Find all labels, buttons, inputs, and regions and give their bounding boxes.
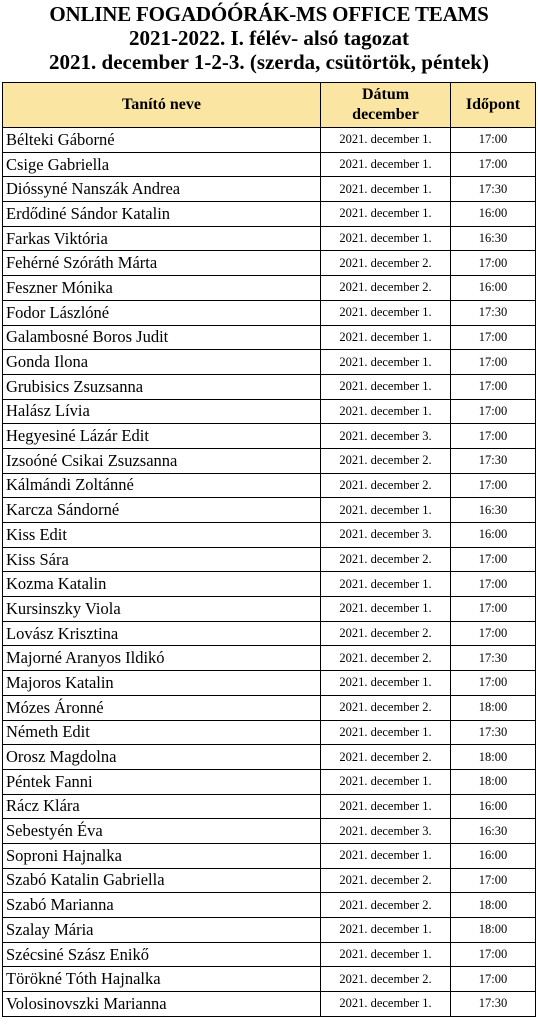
date-cell: 2021. december 2. [321,967,451,992]
teacher-name-cell: Soproni Hajnalka [3,843,321,868]
date-cell: 2021. december 1. [321,152,451,177]
table-body [3,128,536,1017]
date-cell: 2021. december 1. [321,128,451,153]
date-cell: 2021. december 1. [321,572,451,597]
table-row [3,893,536,918]
date-cell: 2021. december 1. [321,942,451,967]
time-cell: 16:00 [451,202,536,227]
column-header-name: Tanító neve [3,83,321,128]
teacher-name-cell: Erdődiné Sándor Katalin [3,202,321,227]
table-row [3,671,536,696]
time-cell: 17:00 [451,547,536,572]
table-row [3,128,536,153]
table-row [3,325,536,350]
date-cell: 2021. december 1. [321,325,451,350]
table-row [3,942,536,967]
teacher-name-cell: Grubisics Zsuzsanna [3,374,321,399]
teacher-name-cell: Kiss Sára [3,547,321,572]
time-cell: 18:00 [451,918,536,943]
teacher-name-cell: Mózes Áronné [3,695,321,720]
time-cell: 17:30 [451,720,536,745]
time-cell: 17:30 [451,177,536,202]
header-row [3,83,536,128]
table-row [3,399,536,424]
table-row [3,547,536,572]
table-row [3,597,536,622]
teacher-name-cell: Gonda Ilona [3,350,321,375]
title-line-1: ONLINE FOGADÓÓRÁK-MS OFFICE TEAMS [49,2,489,26]
teacher-name-cell: Izsoóné Csikai Zsuzsanna [3,448,321,473]
date-cell: 2021. december 1. [321,992,451,1017]
time-cell: 16:00 [451,794,536,819]
table-row [3,523,536,548]
time-cell: 16:30 [451,819,536,844]
teacher-name-cell: Orosz Magdolna [3,745,321,770]
time-cell: 17:00 [451,424,536,449]
table-row [3,350,536,375]
teacher-name-cell: Törökné Tóth Hajnalka [3,967,321,992]
date-cell: 2021. december 2. [321,745,451,770]
date-cell: 2021. december 1. [321,597,451,622]
date-cell: 2021. december 3. [321,424,451,449]
time-cell: 17:00 [451,671,536,696]
time-cell: 17:00 [451,942,536,967]
teacher-name-cell: Szalay Mária [3,918,321,943]
time-cell: 17:30 [451,300,536,325]
table-row [3,794,536,819]
table-row [3,695,536,720]
date-cell: 2021. december 3. [321,819,451,844]
date-cell: 2021. december 2. [321,473,451,498]
table-row [3,424,536,449]
date-cell: 2021. december 1. [321,720,451,745]
time-cell: 17:00 [451,868,536,893]
table-row [3,967,536,992]
date-cell: 2021. december 1. [321,399,451,424]
column-header-date-line2: december [352,106,419,123]
date-cell: 2021. december 1. [321,671,451,696]
teacher-name-cell: Csige Gabriella [3,152,321,177]
table-row [3,276,536,301]
time-cell: 17:30 [451,992,536,1017]
time-cell: 17:30 [451,646,536,671]
teacher-name-cell: Volosinovszki Marianna [3,992,321,1017]
date-cell: 2021. december 2. [321,276,451,301]
teacher-name-cell: Lovász Krisztina [3,621,321,646]
date-cell: 2021. december 3. [321,523,451,548]
teacher-name-cell: Karcza Sándorné [3,498,321,523]
time-cell: 16:30 [451,226,536,251]
date-cell: 2021. december 1. [321,769,451,794]
table-row [3,448,536,473]
table-row [3,251,536,276]
date-cell: 2021. december 2. [321,893,451,918]
table-row [3,177,536,202]
title-line-3: 2021. december 1-2-3. (szerda, csütörtök, péntek) [49,50,489,74]
time-cell: 17:00 [451,128,536,153]
table-row [3,226,536,251]
time-cell: 18:00 [451,893,536,918]
date-cell: 2021. december 1. [321,300,451,325]
time-cell: 17:00 [451,572,536,597]
table-row [3,918,536,943]
teacher-name-cell: Farkas Viktória [3,226,321,251]
date-cell: 2021. december 2. [321,621,451,646]
time-cell: 16:30 [451,498,536,523]
teacher-name-cell: Németh Edit [3,720,321,745]
time-cell: 18:00 [451,745,536,770]
column-header-date [321,83,451,128]
time-cell: 17:00 [451,325,536,350]
time-cell: 16:00 [451,523,536,548]
teacher-name-cell: Péntek Fanni [3,769,321,794]
time-cell: 17:00 [451,597,536,622]
table-row [3,152,536,177]
document-title-block [0,2,538,74]
teacher-name-cell: Bélteki Gáborné [3,128,321,153]
table-row [3,819,536,844]
date-cell: 2021. december 1. [321,498,451,523]
table-row [3,769,536,794]
date-cell: 2021. december 1. [321,794,451,819]
time-cell: 17:00 [451,374,536,399]
date-cell: 2021. december 2. [321,448,451,473]
time-cell: 18:00 [451,769,536,794]
time-cell: 16:00 [451,276,536,301]
date-cell: 2021. december 1. [321,177,451,202]
teacher-name-cell: Kiss Edit [3,523,321,548]
date-cell: 2021. december 1. [321,843,451,868]
table-row [3,498,536,523]
table-row [3,300,536,325]
teacher-name-cell: Majoros Katalin [3,671,321,696]
table-row [3,992,536,1017]
table-row [3,745,536,770]
date-cell: 2021. december 1. [321,202,451,227]
date-cell: 2021. december 2. [321,646,451,671]
table-row [3,473,536,498]
table-row [3,572,536,597]
teacher-name-cell: Dióssyné Nanszák Andrea [3,177,321,202]
date-cell: 2021. december 2. [321,547,451,572]
table-row [3,868,536,893]
table-row [3,621,536,646]
teacher-name-cell: Kursinszky Viola [3,597,321,622]
date-cell: 2021. december 2. [321,868,451,893]
title-line-2: 2021-2022. I. félév- alsó tagozat [129,26,409,50]
time-cell: 17:00 [451,399,536,424]
time-cell: 17:30 [451,448,536,473]
time-cell: 17:00 [451,350,536,375]
date-cell: 2021. december 1. [321,226,451,251]
teacher-name-cell: Sebestyén Éva [3,819,321,844]
time-cell: 17:00 [451,621,536,646]
table-row [3,374,536,399]
teacher-name-cell: Feszner Mónika [3,276,321,301]
table-row [3,720,536,745]
teacher-name-cell: Majorné Aranyos Ildikó [3,646,321,671]
column-header-time: Időpont [451,83,536,128]
teacher-name-cell: Kálmándi Zoltánné [3,473,321,498]
time-cell: 18:00 [451,695,536,720]
time-cell: 17:00 [451,152,536,177]
teacher-name-cell: Rácz Klára [3,794,321,819]
teacher-name-cell: Fodor Lászlóné [3,300,321,325]
date-cell: 2021. december 1. [321,374,451,399]
time-cell: 16:00 [451,843,536,868]
table-row [3,646,536,671]
teacher-name-cell: Halász Lívia [3,399,321,424]
schedule-table [2,82,536,1017]
date-cell: 2021. december 1. [321,350,451,375]
table-row [3,843,536,868]
teacher-name-cell: Galambosné Boros Judit [3,325,321,350]
date-cell: 2021. december 2. [321,251,451,276]
table-row [3,202,536,227]
time-cell: 17:00 [451,967,536,992]
teacher-name-cell: Hegyesiné Lázár Edit [3,424,321,449]
teacher-name-cell: Fehérné Szóráth Márta [3,251,321,276]
time-cell: 17:00 [451,473,536,498]
column-header-date-line1: Dátum [361,86,410,103]
teacher-name-cell: Szabó Marianna [3,893,321,918]
teacher-name-cell: Kozma Katalin [3,572,321,597]
teacher-name-cell: Szécsiné Szász Enikő [3,942,321,967]
time-cell: 17:00 [451,251,536,276]
date-cell: 2021. december 1. [321,918,451,943]
teacher-name-cell: Szabó Katalin Gabriella [3,868,321,893]
date-cell: 2021. december 2. [321,695,451,720]
table-header [3,83,536,128]
